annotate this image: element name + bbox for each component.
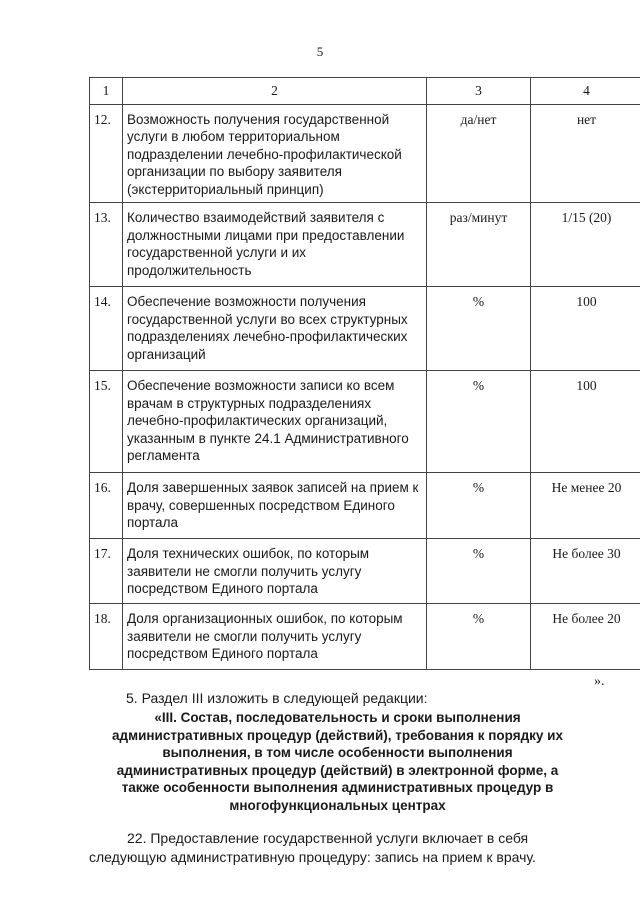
row-unit: % — [427, 371, 531, 473]
table-row — [90, 473, 640, 539]
table-row — [90, 104, 640, 203]
page-number: 5 — [316, 44, 324, 59]
table-row — [90, 604, 640, 670]
table-row — [90, 287, 640, 371]
row-value: Не менее 20 — [531, 473, 640, 539]
row-unit: % — [427, 539, 531, 604]
row-number: 14. — [90, 287, 123, 371]
paragraph-5: 5. Раздел III изложить в следующей редакции: — [126, 690, 428, 706]
row-text: Количество взаимодействий заявителя с должностными лицами при предоставлении государственной услуги и их продолжительность — [123, 203, 427, 287]
header-col-4: 4 — [531, 78, 640, 105]
row-unit: да/нет — [427, 104, 531, 203]
row-text: Возможность получения государственной услуги в любом территориальном подразделении лечебно-профилактической организации по выбору заявителя (экстерриториальный принцип) — [123, 104, 427, 203]
row-value: 100 — [531, 287, 640, 371]
table-row — [90, 539, 640, 604]
row-number: 15. — [90, 371, 123, 473]
row-text: Обеспечение возможности записи ко всем врачам в структурных подразделениях лечебно-профилактических организаций, указанным в пункте 24.1 Административного регламента — [123, 371, 427, 473]
row-value: 100 — [531, 371, 640, 473]
paragraph-22: 22. Предоставление государственной услуги включает в себя следующую административную процедуру: запись на прием к врачу. — [89, 830, 536, 865]
row-value: нет — [531, 104, 640, 203]
header-col-3: 3 — [427, 78, 531, 105]
row-unit: % — [427, 473, 531, 539]
closing-quote: ». — [594, 674, 605, 689]
indicators-table — [89, 77, 640, 670]
row-value: 1/15 (20) — [531, 203, 640, 287]
table-header-row — [90, 78, 640, 105]
row-unit: раз/минут — [427, 203, 531, 287]
header-col-1: 1 — [90, 78, 123, 105]
section-heading: «III. Состав, последовательность и сроки выполнения административных процедур (действий), требования к порядку их выполнения, в том числе особенности выполнения административных процедур (действий) в электронной форме, а также особенности выполнения административных процедур в многофункциональных центрах — [112, 710, 563, 813]
header-col-2: 2 — [123, 78, 427, 105]
row-number: 17. — [90, 539, 123, 604]
row-text: Доля завершенных заявок записей на прием к врачу, совершенных посредством Единого портала — [123, 473, 427, 539]
row-number: 13. — [90, 203, 123, 287]
row-number: 12. — [90, 104, 123, 203]
row-number: 18. — [90, 604, 123, 670]
row-unit: % — [427, 604, 531, 670]
table-row — [90, 371, 640, 473]
row-value: Не более 30 — [531, 539, 640, 604]
table-row — [90, 203, 640, 287]
row-unit: % — [427, 287, 531, 371]
row-text: Доля технических ошибок, по которым заявители не смогли получить услугу посредством Единого портала — [123, 539, 427, 604]
row-number: 16. — [90, 473, 123, 539]
row-value: Не более 20 — [531, 604, 640, 670]
row-text: Обеспечение возможности получения государственной услуги во всех структурных подразделениях лечебно-профилактических организаций — [123, 287, 427, 371]
row-text: Доля организационных ошибок, по которым заявители не смогли получить услугу посредством Единого портала — [123, 604, 427, 670]
